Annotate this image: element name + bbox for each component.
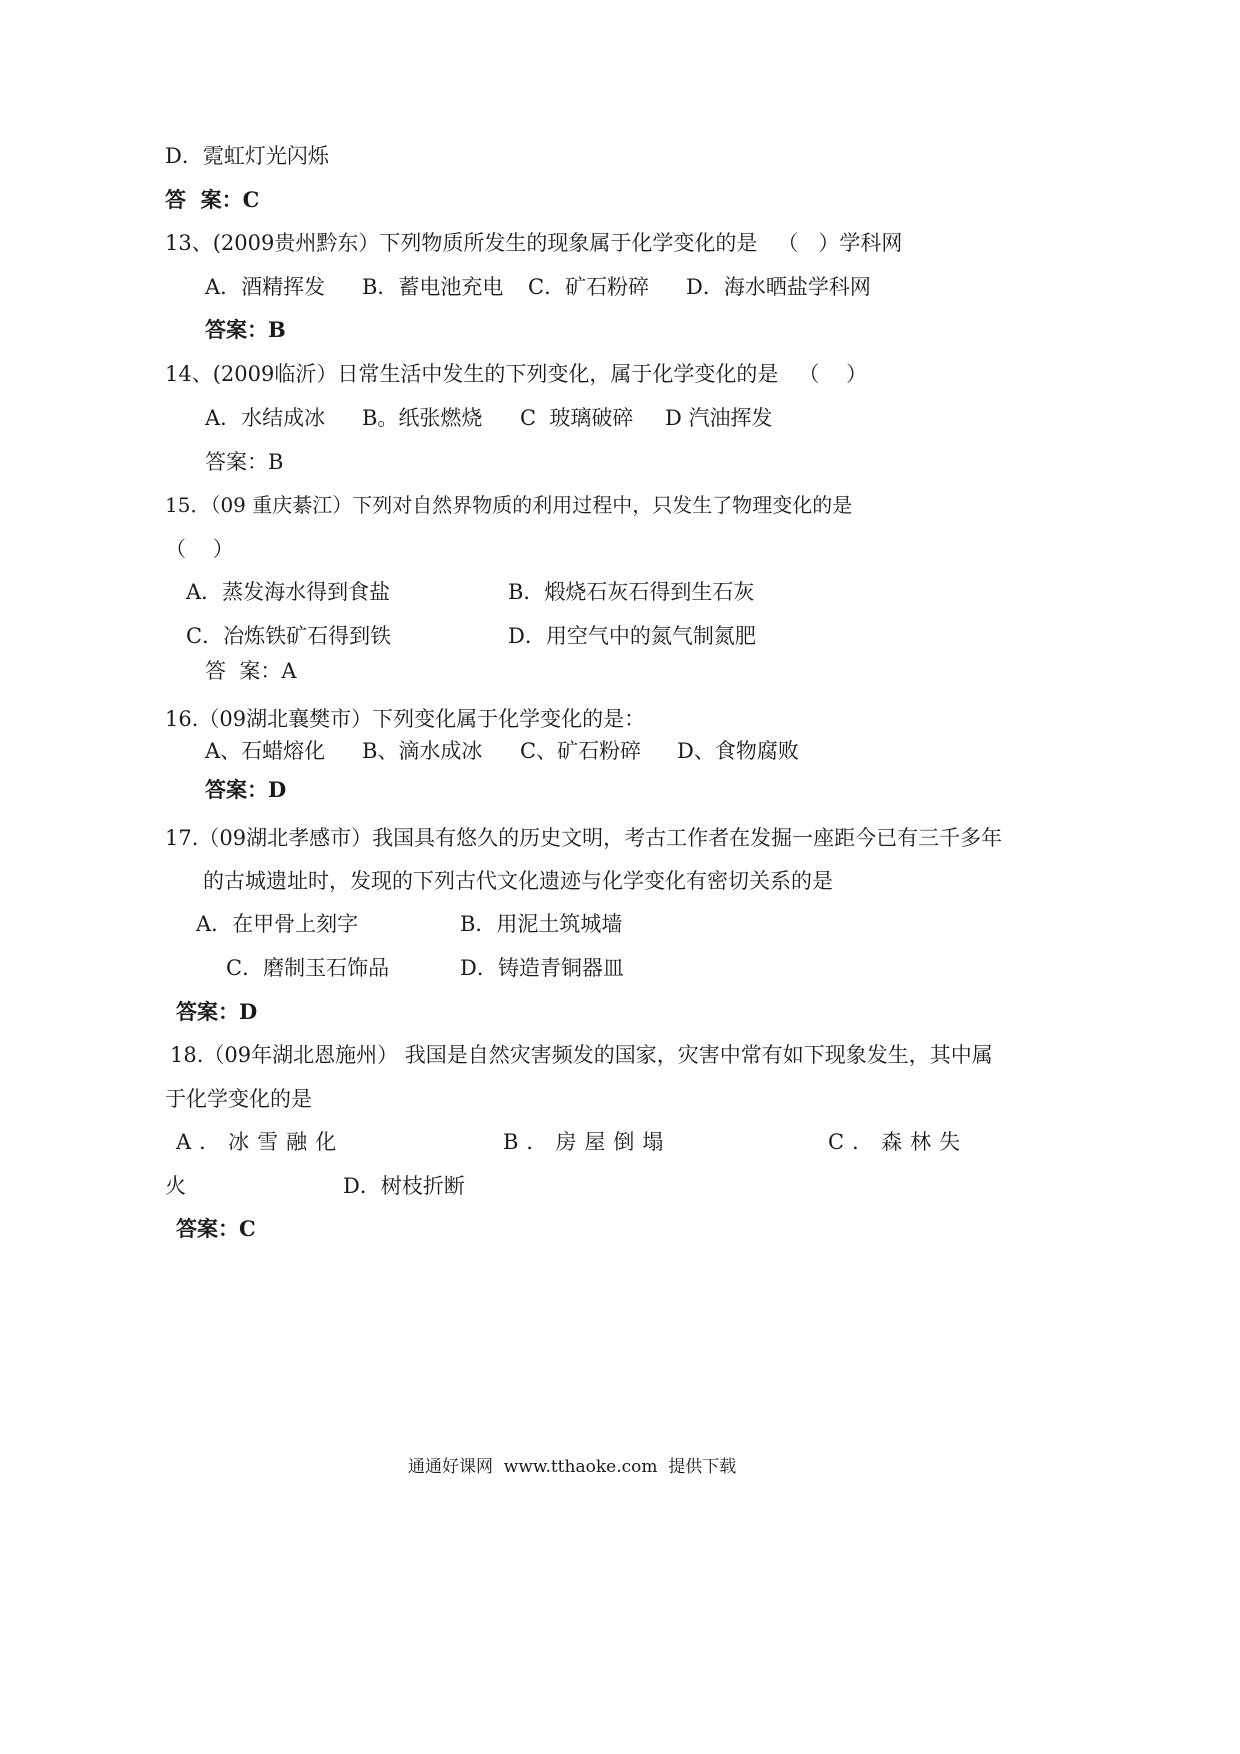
q17-option-a: A．在甲骨上刻字 bbox=[196, 912, 359, 936]
q17-option-d: D．铸造青铜器皿 bbox=[460, 956, 624, 980]
q16-option-d: D、食物腐败 bbox=[677, 739, 799, 763]
page-footer: 通通好课网 www.tthaoke.com 提供下载 bbox=[408, 1457, 737, 1477]
q15-stem-line2: （ ） bbox=[165, 537, 234, 561]
q14-option-b: B。纸张燃烧 bbox=[362, 406, 483, 430]
q18-option-c-continued: 火 bbox=[165, 1174, 186, 1198]
q18-option-b: B．房屋倒塌 bbox=[503, 1130, 672, 1154]
q17-stem-line2: 的古城遗址时，发现的下列古代文化遗迹与化学变化有密切关系的是 bbox=[203, 869, 833, 893]
q13-option-b: B．蓄电池充电 bbox=[362, 275, 504, 299]
q15-answer: 答 案：A bbox=[205, 659, 297, 683]
q16-stem: 16.（09湖北襄樊市）下列变化属于化学变化的是： bbox=[165, 707, 646, 731]
q18-stem-line2: 于化学变化的是 bbox=[165, 1087, 312, 1111]
q17-option-c: C．磨制玉石饰品 bbox=[226, 956, 390, 980]
q15-option-b: B．煅烧石灰石得到生石灰 bbox=[508, 580, 755, 604]
q18-stem-line1: 18.（09年湖北恩施州） 我国是自然灾害频发的国家，灾害中常有如下现象发生，其中属 bbox=[170, 1043, 993, 1067]
q15-option-a: A．蒸发海水得到食盐 bbox=[186, 580, 391, 604]
q14-option-d: D 汽油挥发 bbox=[665, 406, 773, 430]
q14-stem: 14、(2009临沂）日常生活中发生的下列变化，属于化学变化的是 （ ） bbox=[165, 362, 868, 386]
q16-answer: 答案：D bbox=[205, 777, 287, 802]
q18-option-c: C．森林失 bbox=[828, 1130, 969, 1154]
q16-option-c: C、矿石粉碎 bbox=[520, 739, 642, 763]
q13-option-c: C．矿石粉碎 bbox=[528, 275, 650, 299]
q12-answer: 答 案：C bbox=[165, 187, 260, 212]
q15-stem-line1: 15．（09 重庆綦江）下列对自然界物质的利用过程中，只发生了物理变化的是 bbox=[165, 493, 853, 517]
q16-option-b: B、滴水成冰 bbox=[362, 739, 483, 763]
q17-option-b: B．用泥土筑城墙 bbox=[460, 912, 623, 936]
q18-option-a: A．冰雪融化 bbox=[176, 1130, 345, 1154]
q15-option-d: D．用空气中的氮气制氮肥 bbox=[508, 624, 756, 648]
q13-stem: 13、(2009贵州黔东）下列物质所发生的现象属于化学变化的是 （ ）学科网 bbox=[165, 231, 903, 255]
q13-answer: 答案：B bbox=[205, 317, 286, 342]
q18-answer: 答案：C bbox=[176, 1216, 256, 1241]
q14-option-c: C 玻璃破碎 bbox=[520, 406, 634, 430]
q17-answer: 答案：D bbox=[176, 999, 258, 1024]
q12-option-d: D．霓虹灯光闪烁 bbox=[165, 144, 329, 168]
q17-stem-line1: 17.（09湖北孝感市）我国具有悠久的历史文明，考古工作者在发掘一座距今已有三千多年 bbox=[165, 826, 1003, 850]
q13-option-a: A．酒精挥发 bbox=[205, 275, 326, 299]
q14-answer: 答案：B bbox=[205, 450, 284, 474]
q18-option-d: D．树枝折断 bbox=[343, 1174, 465, 1198]
q13-option-d: D．海水晒盐学科网 bbox=[686, 275, 871, 299]
q16-option-a: A、石蜡熔化 bbox=[205, 739, 326, 763]
q14-option-a: A．水结成冰 bbox=[205, 406, 326, 430]
q15-option-c: C．冶炼铁矿石得到铁 bbox=[186, 624, 392, 648]
